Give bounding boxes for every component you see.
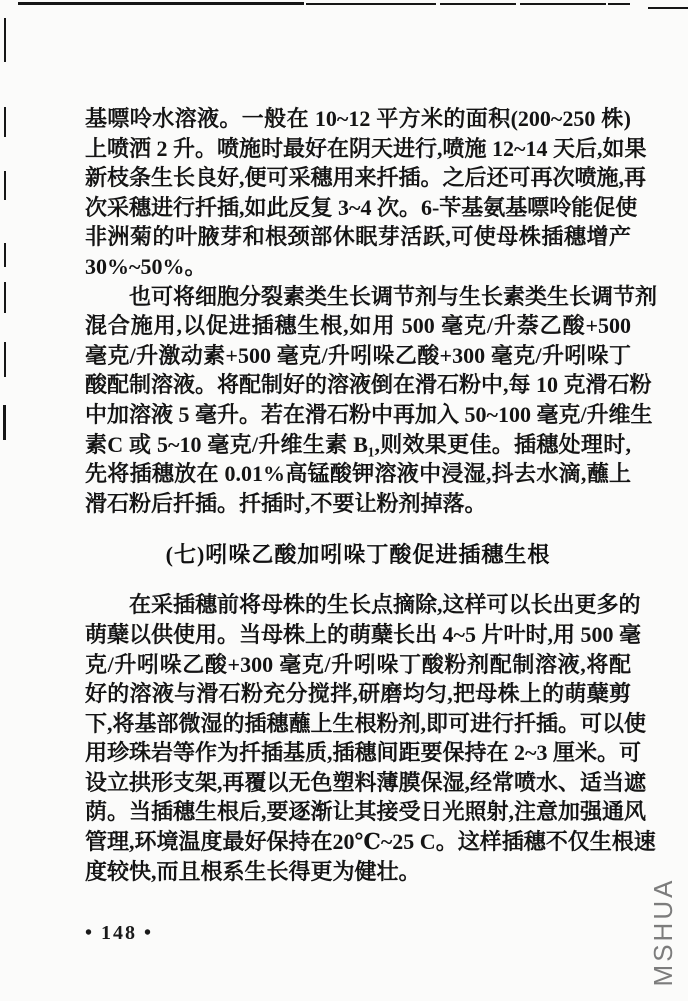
text-line: 中加溶液 5 毫升。若在滑石粉中再加入 50~100 毫克/升维生 <box>85 401 653 427</box>
text-line: 下,将基部微湿的插穗蘸上生根粉剂,即可进行扦插。可以使 <box>85 710 647 736</box>
paragraph-2 <box>85 282 658 519</box>
page-number: • 148 • <box>85 922 154 944</box>
text-line: 度较快,而且根系生长得更为健壮。 <box>85 858 421 884</box>
text-line: 次采穗进行扦插,如此反复 3~4 次。6-苄基氨基嘌呤能促使 <box>85 194 638 220</box>
scan-artifact-binding-dash <box>4 282 6 313</box>
text-line: 新枝条生长良好,便可采穗用来扦插。之后还可再次喷施,再 <box>85 165 647 191</box>
text-line: 30%~50%。 <box>85 253 207 279</box>
text-line: 先将插穗放在 0.01%高锰酸钾溶液中浸湿,抖去水滴,蘸上 <box>85 461 631 487</box>
scan-artifact-binding-dash <box>3 405 6 440</box>
scan-artifact-top-line <box>608 3 630 5</box>
text-line: 在采插穗前将母株的生长点摘除,这样可以长出更多的 <box>129 592 641 618</box>
section-heading: (七)吲哚乙酸加吲哚丁酸促进插穗生根 <box>165 542 551 568</box>
text-line: 上喷洒 2 升。喷施时最好在阴天进行,喷施 12~14 天后,如果 <box>85 135 647 161</box>
scan-artifact-top-line <box>440 3 516 5</box>
scan-artifact-binding-dash <box>4 107 6 137</box>
scan-artifact-binding-dash <box>4 243 6 267</box>
text-line: 萌蘖以供使用。当母株上的萌蘖长出 4~5 片叶时,用 500 毫 <box>85 621 641 647</box>
scan-artifact-top-line <box>18 2 304 5</box>
text-line: 素C 或 5~10 毫克/升维生素 B₁,则效果更佳。插穗处理时, <box>85 431 631 457</box>
paragraph-1 <box>85 104 647 282</box>
text-line: 毫克/升激动素+500 毫克/升吲哚乙酸+300 毫克/升吲哚丁 <box>85 342 631 368</box>
scan-artifact-top-line <box>520 3 606 5</box>
text-line: 滑石粉后扦插。扦插时,不要让粉剂掉落。 <box>85 490 487 516</box>
text-line: 也可将细胞分裂素类生长调节剂与生长素类生长调节剂 <box>129 283 658 309</box>
text-line: 基嘌呤水溶液。一般在 10~12 平方米的面积(200~250 株) <box>85 106 631 131</box>
scan-artifact-binding-dash <box>4 171 6 200</box>
scan-artifact-binding-dash <box>4 342 6 377</box>
text-line: 非洲菊的叶腋芽和根颈部休眠芽活跃,可使母株插穗增产 <box>85 224 631 250</box>
text-line: 混合施用,以促进插穗生根,如用 500 毫克/升萘乙酸+500 <box>85 313 631 339</box>
paragraph-3 <box>85 590 656 886</box>
text-line: 好的溶液与滑石粉充分搅拌,研磨均匀,把母株上的萌蘖剪 <box>85 681 631 707</box>
watermark: MSHUA <box>648 877 678 987</box>
text-line: 设立拱形支架,再覆以无色塑料薄膜保湿,经常喷水、适当遮 <box>85 769 647 795</box>
text-line: 管理,环境温度最好保持在20℃~25 C。这样插穗不仅生根速 <box>85 829 656 855</box>
body-text-column <box>85 104 658 886</box>
scan-artifact-top-line <box>306 3 436 5</box>
scan-artifact-top-line <box>648 7 688 9</box>
text-line: 用珍珠岩等作为扦插基质,插穗间距要保持在 2~3 厘米。可 <box>85 740 641 766</box>
text-line: 酸配制溶液。将配制好的溶液倒在滑石粉中,每 10 克滑石粉 <box>85 372 652 398</box>
scan-artifact-binding-dash <box>4 18 6 62</box>
text-line: 克/升吲哚乙酸+300 毫克/升吲哚丁酸粉剂配制溶液,将配 <box>85 651 631 677</box>
text-line: 荫。当插穗生根后,要逐渐让其接受日光照射,注意加强通风 <box>85 799 647 825</box>
